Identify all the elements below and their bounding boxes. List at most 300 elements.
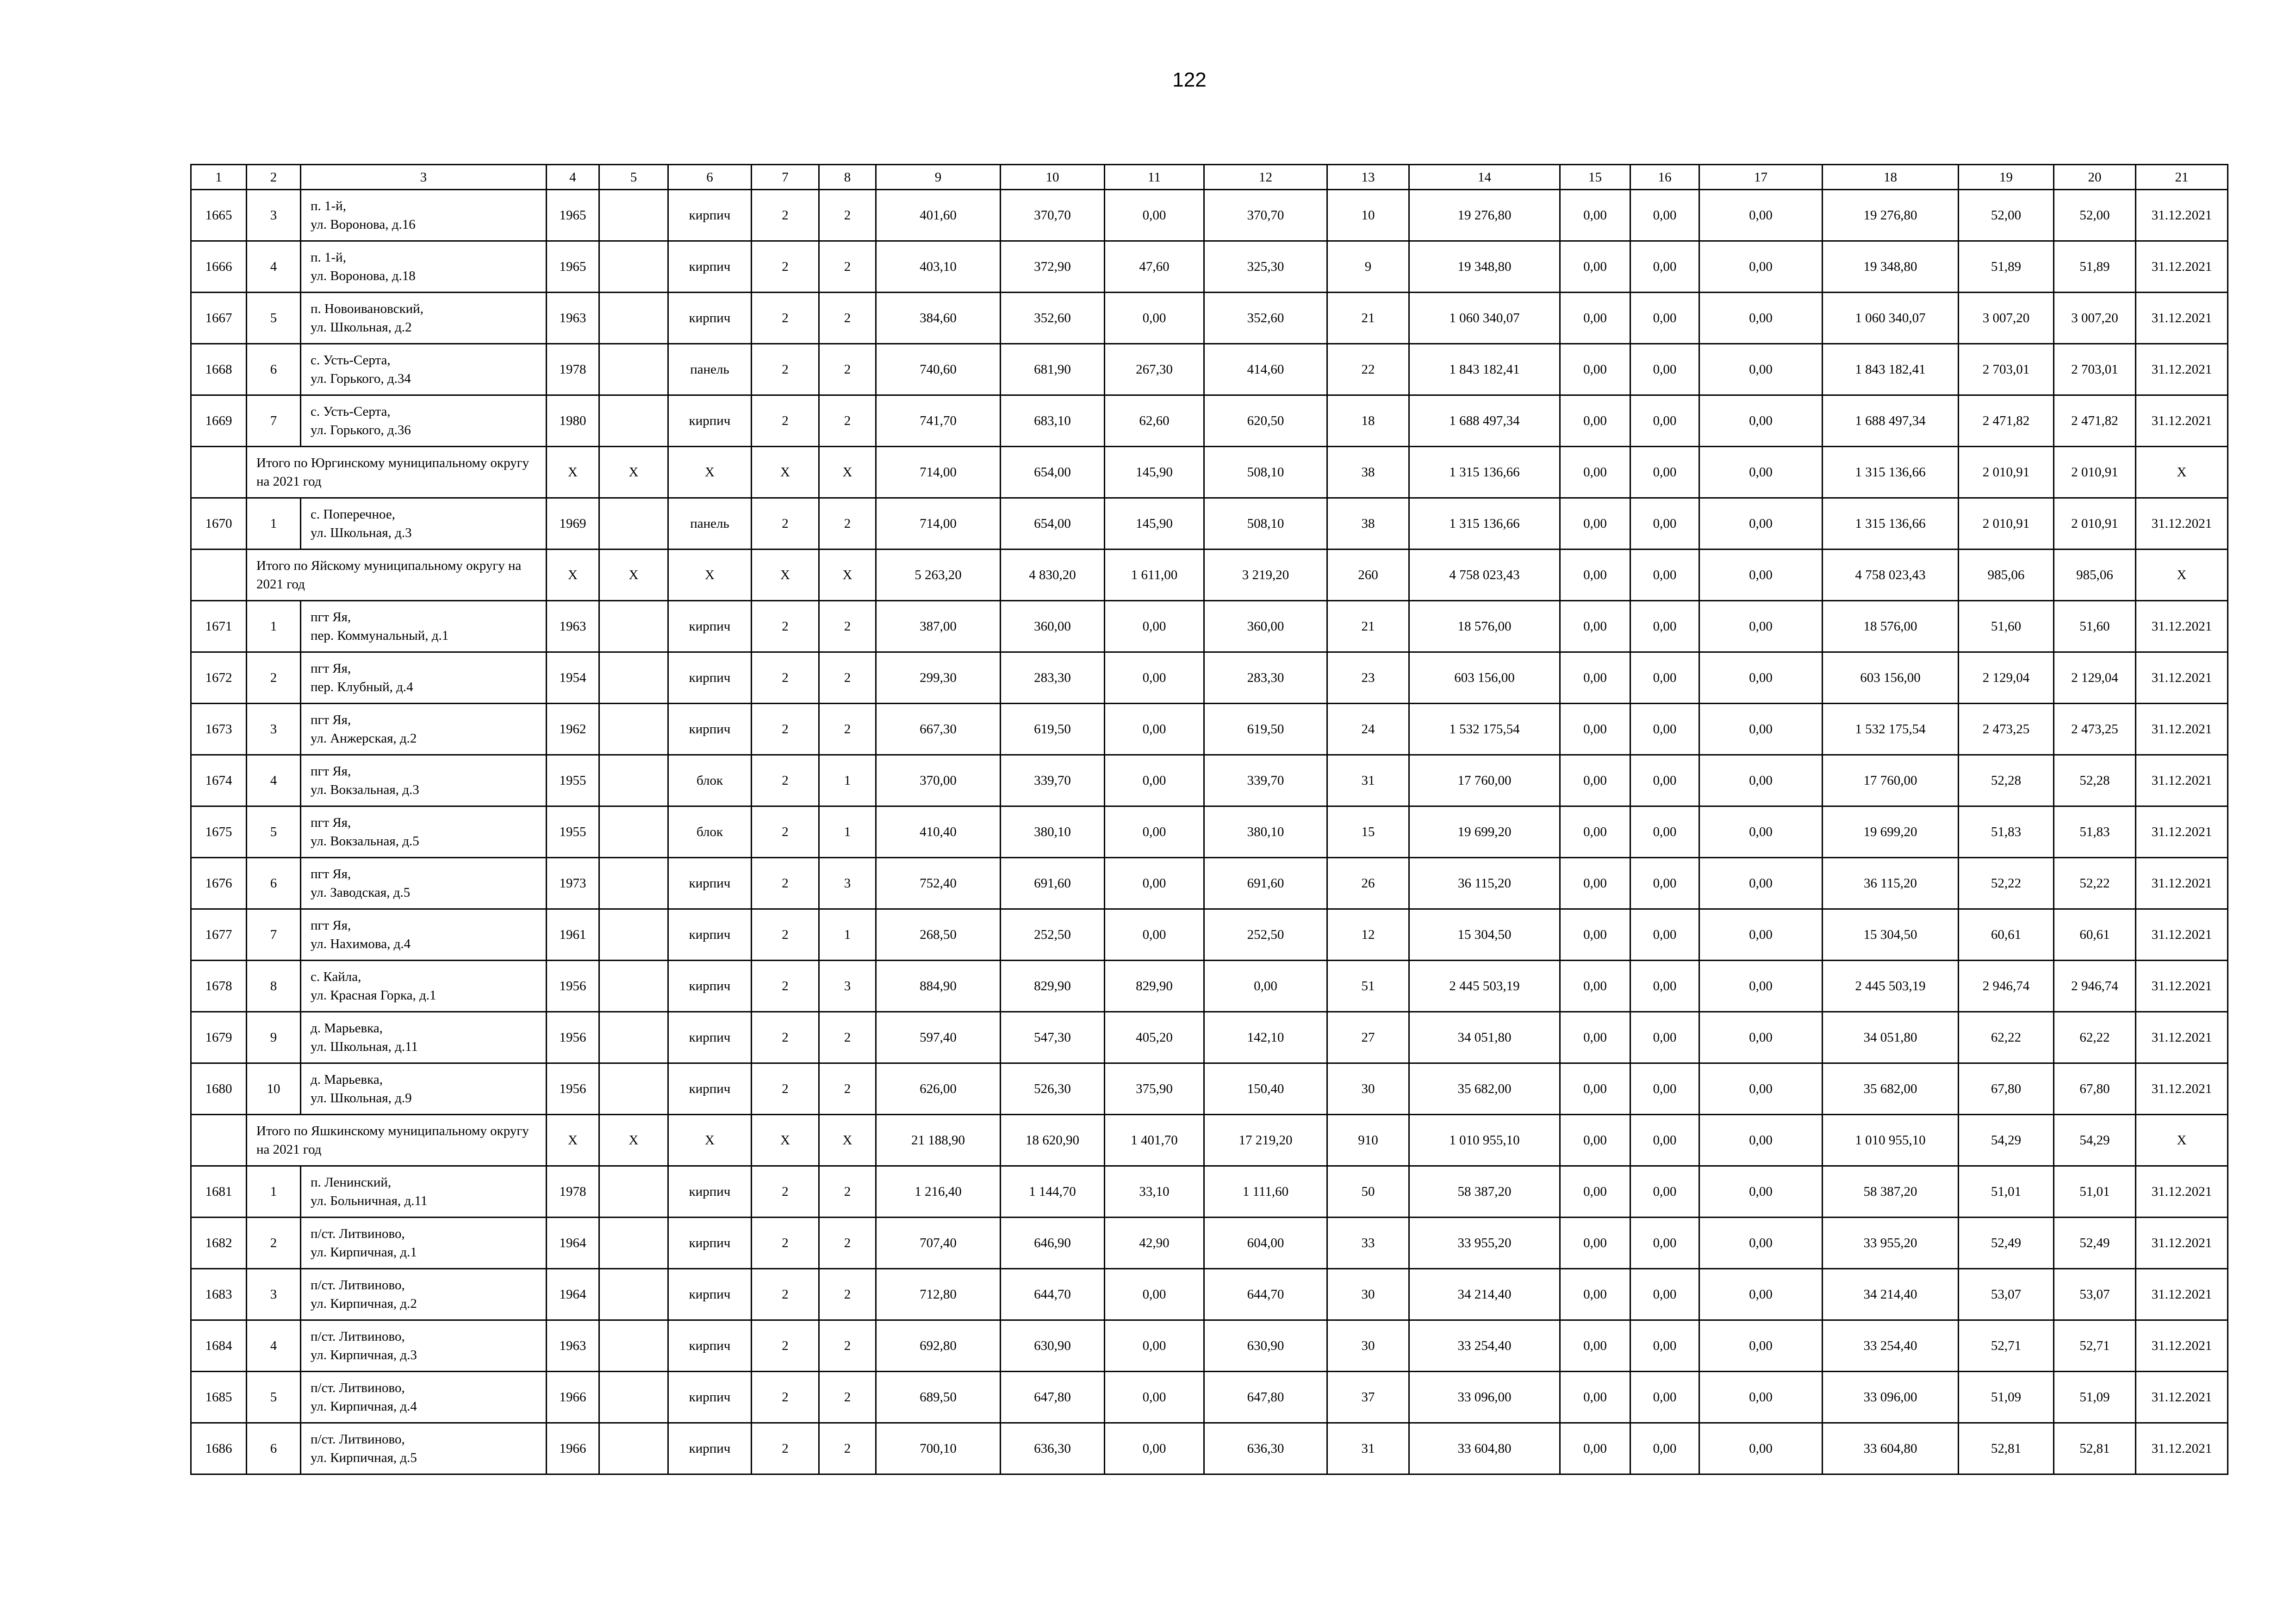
table-cell: 2 010,91 (2054, 447, 2136, 498)
table-cell (599, 755, 668, 806)
table-cell: 2 (819, 344, 876, 395)
table-cell: 38 (1327, 498, 1409, 550)
table-cell: 1674 (191, 755, 247, 806)
address-line: ул. Кирпичная, д.2 (311, 1296, 417, 1311)
table-cell: 0,00 (1630, 241, 1699, 293)
table-cell (599, 293, 668, 344)
table-cell: 2 (819, 241, 876, 293)
table-cell: 33 604,80 (1409, 1423, 1560, 1474)
table-cell: 17 760,00 (1823, 755, 1959, 806)
address-line: пгт Яя, (311, 610, 351, 625)
table-cell: 626,00 (876, 1063, 1001, 1115)
table-row (191, 806, 2228, 858)
table-cell: 23 (1327, 652, 1409, 704)
table-cell: 0,00 (1699, 550, 1823, 601)
table-row (191, 601, 2228, 652)
table-cell: кирпич (668, 858, 752, 909)
address-line: пгт Яя, (311, 867, 351, 881)
empty-cell (191, 550, 247, 601)
table-cell: 0,00 (1699, 1166, 1823, 1218)
table-cell: 51,89 (2054, 241, 2136, 293)
table-cell: 2 (752, 1218, 819, 1269)
table-cell: 0,00 (1105, 1372, 1204, 1423)
table-cell: 21 188,90 (876, 1115, 1001, 1166)
table-cell: 414,60 (1204, 344, 1327, 395)
column-header: 19 (1959, 165, 2054, 190)
address-line: п/ст. Литвиново, (311, 1278, 405, 1293)
table-cell: X (819, 1115, 876, 1166)
table-cell: 2 (752, 806, 819, 858)
address-line: ул. Школьная, д.2 (311, 320, 412, 335)
address-cell (301, 652, 547, 704)
table-cell: 1963 (547, 601, 599, 652)
table-cell: 52,00 (1959, 190, 2054, 241)
table-cell: 0,00 (1699, 1218, 1823, 1269)
table-cell: 1965 (547, 241, 599, 293)
table-cell: 33 604,80 (1823, 1423, 1959, 1474)
table-cell (599, 498, 668, 550)
table-cell: 7 (247, 909, 301, 961)
table-cell: 0,00 (1699, 704, 1823, 755)
table-cell (599, 1320, 668, 1372)
table-cell (599, 1063, 668, 1115)
address-line: ул. Горького, д.36 (311, 423, 411, 437)
address-line: пер. Клубный, д.4 (311, 680, 413, 694)
table-row (191, 704, 2228, 755)
table-cell: 2 (819, 1166, 876, 1218)
table-cell: 2 703,01 (1959, 344, 2054, 395)
table-cell: кирпич (668, 704, 752, 755)
table-cell: 52,00 (2054, 190, 2136, 241)
table-cell: 0,00 (1699, 190, 1823, 241)
table-cell: 35 682,00 (1409, 1063, 1560, 1115)
table-cell: 0,00 (1560, 1115, 1630, 1166)
address-cell (301, 1269, 547, 1320)
column-header: 6 (668, 165, 752, 190)
table-cell: 2 (752, 1269, 819, 1320)
table-cell: 53,07 (2054, 1269, 2136, 1320)
table-cell: 1973 (547, 858, 599, 909)
table-cell: 0,00 (1699, 395, 1823, 447)
table-cell: 884,90 (876, 961, 1001, 1012)
table-cell: 1678 (191, 961, 247, 1012)
table-cell: 30 (1327, 1269, 1409, 1320)
table-cell: X (2136, 550, 2228, 601)
address-line: ул. Воронова, д.18 (311, 269, 416, 283)
column-header: 12 (1204, 165, 1327, 190)
table-cell: X (668, 1115, 752, 1166)
table-cell: 1 843 182,41 (1823, 344, 1959, 395)
table-cell: 283,30 (1204, 652, 1327, 704)
address-cell (301, 1423, 547, 1474)
table-cell: 12 (1327, 909, 1409, 961)
table-cell: 17 760,00 (1409, 755, 1560, 806)
address-line: д. Марьевка, (311, 1072, 383, 1087)
table-cell: 7 (247, 395, 301, 447)
table-cell: 0,00 (1630, 1423, 1699, 1474)
table-cell: X (752, 447, 819, 498)
address-line: ул. Больничная, д.11 (311, 1193, 428, 1208)
table-cell: 0,00 (1699, 293, 1823, 344)
table-cell: 714,00 (876, 447, 1001, 498)
table-cell: 0,00 (1560, 498, 1630, 550)
table-cell: 375,90 (1105, 1063, 1204, 1115)
table-cell: 252,50 (1204, 909, 1327, 961)
table-cell: 2 445 503,19 (1409, 961, 1560, 1012)
table-cell: 67,80 (1959, 1063, 2054, 1115)
address-cell (301, 1012, 547, 1063)
table-cell: 22 (1327, 344, 1409, 395)
table-cell: 2 010,91 (2054, 498, 2136, 550)
table-cell: 3 007,20 (1959, 293, 2054, 344)
address-line: ул. Школьная, д.9 (311, 1091, 412, 1106)
table-cell: 752,40 (876, 858, 1001, 909)
table-cell: 0,00 (1105, 1269, 1204, 1320)
table-cell: 31.12.2021 (2136, 806, 2228, 858)
table-cell: 741,70 (876, 395, 1001, 447)
table-cell: X (819, 550, 876, 601)
table-cell: 6 (247, 858, 301, 909)
table-cell: 2 (752, 1372, 819, 1423)
table-cell: 1 688 497,34 (1823, 395, 1959, 447)
table-cell: 2 (819, 1218, 876, 1269)
table-cell: 5 (247, 1372, 301, 1423)
table-cell: 53,07 (1959, 1269, 2054, 1320)
table-cell: 1682 (191, 1218, 247, 1269)
table-cell: 1 (819, 909, 876, 961)
table-cell: 142,10 (1204, 1012, 1327, 1063)
table-cell: 1978 (547, 1166, 599, 1218)
address-line: пгт Яя, (311, 815, 351, 830)
table-cell: 1 (819, 806, 876, 858)
table-cell: 2 010,91 (1959, 447, 2054, 498)
table-row (191, 961, 2228, 1012)
address-line: п/ст. Литвиново, (311, 1380, 405, 1395)
table-cell: 0,00 (1560, 1423, 1630, 1474)
table-cell: 352,60 (1001, 293, 1105, 344)
table-cell: X (547, 447, 599, 498)
table-cell: 5 (247, 806, 301, 858)
table-cell: 19 348,80 (1823, 241, 1959, 293)
table-cell: 2 (247, 1218, 301, 1269)
table-cell: 51,01 (1959, 1166, 2054, 1218)
address-line: ул. Заводская, д.5 (311, 885, 411, 900)
table-cell: 325,30 (1204, 241, 1327, 293)
table-cell: 145,90 (1105, 447, 1204, 498)
table-cell: 21 (1327, 601, 1409, 652)
table-cell: 1962 (547, 704, 599, 755)
table-cell: 27 (1327, 1012, 1409, 1063)
table-cell: 1 (819, 755, 876, 806)
table-cell: 692,80 (876, 1320, 1001, 1372)
table-cell: кирпич (668, 241, 752, 293)
table-cell: 18 620,90 (1001, 1115, 1105, 1166)
table-cell: 654,00 (1001, 447, 1105, 498)
table-cell: 0,00 (1560, 447, 1630, 498)
table-cell: 1665 (191, 190, 247, 241)
table-cell: 0,00 (1105, 190, 1204, 241)
table-cell: 4 758 023,43 (1409, 550, 1560, 601)
table-cell: 0,00 (1699, 1012, 1823, 1063)
address-line: пгт Яя, (311, 918, 351, 933)
table-row (191, 498, 2228, 550)
table-cell: 2 (819, 652, 876, 704)
address-line: ул. Воронова, д.16 (311, 217, 416, 232)
table-cell: 0,00 (1699, 1269, 1823, 1320)
table-cell: 268,50 (876, 909, 1001, 961)
table-cell: 0,00 (1560, 806, 1630, 858)
table-cell: 1963 (547, 1320, 599, 1372)
table-header-row (191, 165, 2228, 190)
table-cell: 1 611,00 (1105, 550, 1204, 601)
table-cell: 1 532 175,54 (1409, 704, 1560, 755)
table-cell: 62,60 (1105, 395, 1204, 447)
address-cell (301, 1166, 547, 1218)
table-cell: 34 214,40 (1823, 1269, 1959, 1320)
table-cell: 0,00 (1630, 498, 1699, 550)
table-cell: 54,29 (1959, 1115, 2054, 1166)
table-cell: 2 946,74 (1959, 961, 2054, 1012)
table-cell: 30 (1327, 1063, 1409, 1115)
table-cell: 2 (819, 293, 876, 344)
table-cell: 0,00 (1560, 1320, 1630, 1372)
table-cell: 0,00 (1105, 909, 1204, 961)
table-cell: 2 946,74 (2054, 961, 2136, 1012)
table-cell: кирпич (668, 1423, 752, 1474)
table-cell (599, 190, 668, 241)
subtotal-row (191, 550, 2228, 601)
table-cell: 829,90 (1105, 961, 1204, 1012)
table-cell: 0,00 (1105, 858, 1204, 909)
table-row (191, 858, 2228, 909)
table-cell: 707,40 (876, 1218, 1001, 1269)
table-cell: 0,00 (1630, 704, 1699, 755)
table-cell: 5 263,20 (876, 550, 1001, 601)
table-cell: 2 (819, 1063, 876, 1115)
table-cell: 1956 (547, 961, 599, 1012)
table-cell: 0,00 (1699, 858, 1823, 909)
table-cell: 10 (247, 1063, 301, 1115)
table-cell: 370,00 (876, 755, 1001, 806)
table-cell: 0,00 (1699, 241, 1823, 293)
table-cell: X (2136, 447, 2228, 498)
address-line: п. 1-й, (311, 199, 346, 213)
table-cell: 0,00 (1630, 447, 1699, 498)
table-cell: 0,00 (1699, 806, 1823, 858)
table-cell: 387,00 (876, 601, 1001, 652)
table-cell: 62,22 (1959, 1012, 2054, 1063)
table-cell: 619,50 (1204, 704, 1327, 755)
subtotal-label: Итого по Яйскому муниципальному округу на 2021 год (247, 550, 547, 601)
address-line: пер. Коммунальный, д.1 (311, 628, 449, 643)
table-cell: 0,00 (1560, 1218, 1630, 1269)
table-cell: 260 (1327, 550, 1409, 601)
address-line: с. Поперечное, (311, 507, 395, 522)
table-cell: 2 471,82 (2054, 395, 2136, 447)
table-cell: 31.12.2021 (2136, 1012, 2228, 1063)
table-cell: 35 682,00 (1823, 1063, 1959, 1115)
table-cell: 17 219,20 (1204, 1115, 1327, 1166)
table-cell: 33 (1327, 1218, 1409, 1269)
address-line: ул. Школьная, д.11 (311, 1039, 418, 1054)
column-header: 2 (247, 165, 301, 190)
table-cell: 19 699,20 (1409, 806, 1560, 858)
table-cell: 405,20 (1105, 1012, 1204, 1063)
table-cell: 31.12.2021 (2136, 755, 2228, 806)
table-cell: кирпич (668, 1372, 752, 1423)
table-cell: 0,00 (1560, 652, 1630, 704)
table-cell: 34 051,80 (1823, 1012, 1959, 1063)
table-cell: 51,89 (1959, 241, 2054, 293)
column-header: 15 (1560, 165, 1630, 190)
table-cell: панель (668, 344, 752, 395)
address-cell (301, 601, 547, 652)
table-cell: 0,00 (1699, 1320, 1823, 1372)
table-cell: кирпич (668, 1012, 752, 1063)
table-cell: 33,10 (1105, 1166, 1204, 1218)
table-cell: 283,30 (1001, 652, 1105, 704)
table-cell: кирпич (668, 1063, 752, 1115)
table-cell (599, 652, 668, 704)
table-cell (599, 1269, 668, 1320)
table-cell: 18 576,00 (1823, 601, 1959, 652)
table-cell: кирпич (668, 1166, 752, 1218)
table-cell: 4 (247, 1320, 301, 1372)
table-cell: 31.12.2021 (2136, 961, 2228, 1012)
address-line: ул. Кирпичная, д.1 (311, 1245, 417, 1260)
table-cell (599, 601, 668, 652)
table-cell (599, 704, 668, 755)
column-header: 7 (752, 165, 819, 190)
table-cell: 683,10 (1001, 395, 1105, 447)
table-cell: 51,09 (2054, 1372, 2136, 1423)
table-cell: X (819, 447, 876, 498)
table-cell: 0,00 (1699, 1372, 1823, 1423)
table-cell: 33 254,40 (1409, 1320, 1560, 1372)
table-row (191, 1063, 2228, 1115)
address-line: п/ст. Литвиново, (311, 1329, 405, 1344)
table-cell: 370,70 (1204, 190, 1327, 241)
table-cell: 3 007,20 (2054, 293, 2136, 344)
table-cell: кирпич (668, 652, 752, 704)
table-cell: 0,00 (1560, 858, 1630, 909)
table-cell: 1 (247, 498, 301, 550)
table-cell: 1 144,70 (1001, 1166, 1105, 1218)
table-cell: 0,00 (1630, 652, 1699, 704)
table-cell: 4 758 023,43 (1823, 550, 1959, 601)
column-header: 10 (1001, 165, 1105, 190)
subtotal-label: Итого по Юргинскому муниципальному округу на 2021 год (247, 447, 547, 498)
table-cell: 62,22 (2054, 1012, 2136, 1063)
table-cell: 508,10 (1204, 447, 1327, 498)
table-cell: 0,00 (1105, 806, 1204, 858)
subtotal-row (191, 447, 2228, 498)
address-cell (301, 909, 547, 961)
table-cell: 0,00 (1105, 1423, 1204, 1474)
table-cell: 380,10 (1204, 806, 1327, 858)
table-cell: 52,81 (1959, 1423, 2054, 1474)
table-cell: 1666 (191, 241, 247, 293)
table-cell: 1956 (547, 1012, 599, 1063)
table-cell: 0,00 (1560, 1269, 1630, 1320)
table-cell: 3 (247, 190, 301, 241)
table-cell: 1 315 136,66 (1823, 498, 1959, 550)
address-line: п. Новоивановский, (311, 301, 423, 316)
table-cell: кирпич (668, 909, 752, 961)
table-cell: 1677 (191, 909, 247, 961)
table-cell (599, 1218, 668, 1269)
subtotal-row (191, 1115, 2228, 1166)
table-cell: 33 096,00 (1409, 1372, 1560, 1423)
table-cell: 51,09 (1959, 1372, 2054, 1423)
table-cell: 2 473,25 (1959, 704, 2054, 755)
table-cell (599, 1166, 668, 1218)
table-cell: 339,70 (1001, 755, 1105, 806)
address-line: ул. Вокзальная, д.5 (311, 834, 419, 849)
address-cell (301, 755, 547, 806)
table-cell: 52,71 (1959, 1320, 2054, 1372)
table-cell: 31.12.2021 (2136, 1166, 2228, 1218)
table-cell: 1978 (547, 344, 599, 395)
table-cell: 50 (1327, 1166, 1409, 1218)
table-row (191, 652, 2228, 704)
table-cell: 15 (1327, 806, 1409, 858)
table-cell: 647,80 (1001, 1372, 1105, 1423)
table-cell: 2 (752, 241, 819, 293)
table-cell: 360,00 (1001, 601, 1105, 652)
table-cell: 0,00 (1105, 1320, 1204, 1372)
table-cell: 2 703,01 (2054, 344, 2136, 395)
table-cell: 6 (247, 344, 301, 395)
table-cell: 2 (752, 652, 819, 704)
table-cell: 0,00 (1630, 1063, 1699, 1115)
table-cell: 0,00 (1630, 1372, 1699, 1423)
table-cell (599, 909, 668, 961)
empty-cell (191, 447, 247, 498)
table-cell: 1672 (191, 652, 247, 704)
table-cell (599, 961, 668, 1012)
table-cell: 0,00 (1699, 652, 1823, 704)
table-cell: 52,28 (2054, 755, 2136, 806)
table-cell: 2 473,25 (2054, 704, 2136, 755)
table-cell: 0,00 (1560, 1063, 1630, 1115)
address-cell (301, 1063, 547, 1115)
table-cell: 31.12.2021 (2136, 909, 2228, 961)
table-cell: 339,70 (1204, 755, 1327, 806)
table-cell: 4 (247, 241, 301, 293)
table-cell: 252,50 (1001, 909, 1105, 961)
table-cell: 370,70 (1001, 190, 1105, 241)
table-cell: 1964 (547, 1218, 599, 1269)
table-cell: 1679 (191, 1012, 247, 1063)
table-cell: 9 (1327, 241, 1409, 293)
address-cell (301, 806, 547, 858)
table-cell: X (599, 550, 668, 601)
table-cell: 0,00 (1560, 395, 1630, 447)
table-cell: 33 955,20 (1823, 1218, 1959, 1269)
address-cell (301, 1218, 547, 1269)
table-row (191, 1372, 2228, 1423)
table-cell: 19 276,80 (1409, 190, 1560, 241)
table-cell: 1680 (191, 1063, 247, 1115)
address-cell (301, 1320, 547, 1372)
table-cell: X (2136, 1115, 2228, 1166)
table-cell: 644,70 (1001, 1269, 1105, 1320)
table-cell: 0,00 (1560, 755, 1630, 806)
table-cell: 1 060 340,07 (1823, 293, 1959, 344)
table-cell: 0,00 (1630, 344, 1699, 395)
table-cell: 42,90 (1105, 1218, 1204, 1269)
